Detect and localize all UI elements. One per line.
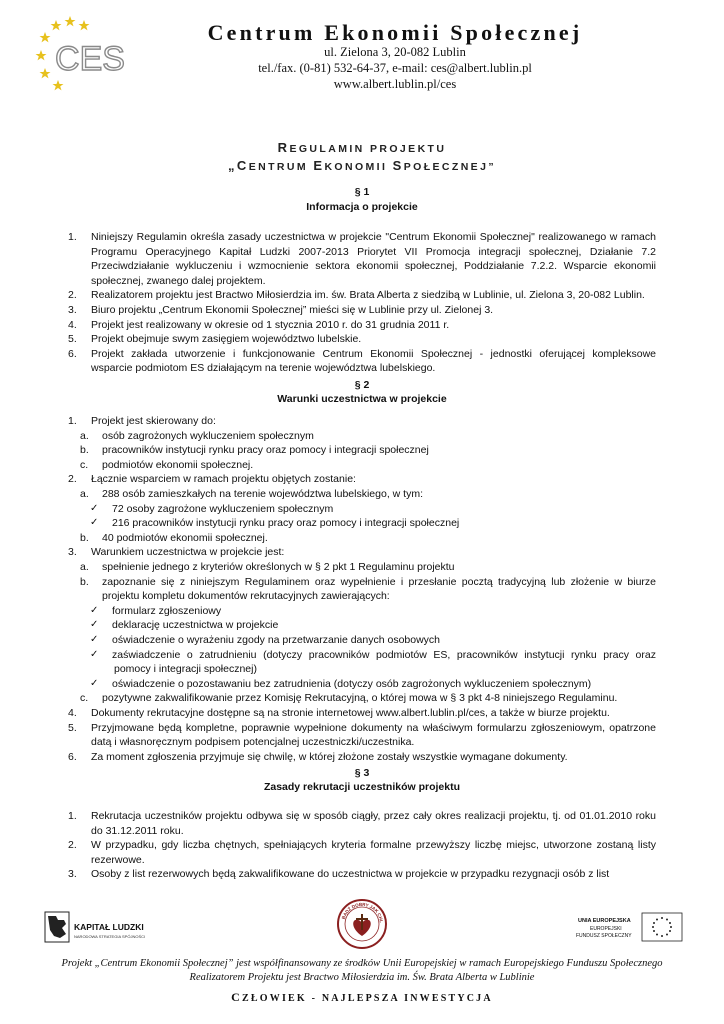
svg-text:UNIA EUROPEJSKA: UNIA EUROPEJSKA — [578, 918, 631, 924]
footer-implementer-note: Realizatorem Projektu jest Bractwo Miłosierdzia im. Św. Brata Alberta w Lublinie — [189, 972, 535, 983]
check-icon: ✓ — [90, 502, 99, 514]
ces-logo — [34, 14, 130, 94]
cross-icon — [356, 918, 368, 920]
list-item-number: 2. — [68, 289, 77, 302]
check-icon: ✓ — [90, 677, 99, 689]
list-item-text: pomocy i integracji społecznej) — [114, 663, 257, 676]
list-item-text: oświadczenie o pozostawaniu bez zatrudnienia (dotyczy osób zagrożonych wykluczeniem społecznym) — [112, 677, 592, 690]
section-3-title: Zasady rekrutacji uczestników projektu — [263, 781, 461, 793]
list-item-marker: 5. — [68, 721, 77, 734]
list-item-marker: 6. — [68, 750, 77, 763]
svg-text:KAPITAŁ LUDZKI: KAPITAŁ LUDZKI — [74, 922, 144, 932]
check-icon: ✓ — [90, 619, 99, 631]
eu-logo — [570, 910, 685, 944]
footer-tagline: CZŁOWIEK - NAJLEPSZA INWESTYCJA — [231, 990, 493, 1004]
list-item-text: Realizatorem projektu jest Bractwo Miłosierdzia im. św. Brata Alberta z siedzibą w Lublinie, ul. Zielona 3, 20-082 Lublin. — [91, 289, 645, 302]
list-item-number: 3. — [68, 304, 77, 316]
footer-cofinancing-note: Projekt „Centrum Ekonomii Społecznej” jest współfinansowany ze środków Unii Europejskiej w ramach Europejskiego Funduszu Społecznego — [61, 958, 663, 969]
list-item-text: spełnienie jednego z kryteriów określonych w § 2 pkt 1 Regulaminu projektu — [102, 561, 455, 573]
list-item-number: 3. — [68, 868, 77, 881]
check-icon: ✓ — [90, 604, 99, 616]
kapital-ludzki-logo — [44, 910, 159, 946]
list-item-text: projektu kompletu dokumentów rekrutacyjnych zawierających: — [102, 590, 390, 603]
list-item-text: Projekt jest skierowany do: — [91, 415, 216, 427]
list-item-text: 72 osoby zagrożone wykluczeniem społecznym — [112, 502, 334, 515]
list-item-text: wsparcie podmiotom ES działającym na terenie województwa lubelskiego. — [91, 362, 436, 375]
list-item-text: społecznej, zwanego dalej projektem. — [91, 274, 266, 287]
list-item-marker: b. — [80, 444, 89, 457]
regulation-title-line1: REGULAMIN PROJEKTU — [277, 140, 447, 155]
list-item-text: Dokumenty rekrutacyjne dostępne są na stronie internetowej www.albert.lublin.pl/ces, a także w biurze projektu. — [91, 707, 610, 719]
list-item-number: 1. — [68, 231, 77, 243]
list-item-text: oświadczenie o wyrażeniu zgody na przetwarzanie danych osobowych — [112, 634, 441, 646]
list-item-marker: 4. — [68, 707, 77, 719]
list-item-marker: a. — [80, 488, 89, 500]
list-item-text: W przypadku, gdy liczba chętnych, spełniających kryteria formalne przewyższy liczbę miejsc, utworzone zostaną listy — [91, 839, 656, 852]
list-item-text: Niniejszy Regulamin określa zasady uczestnictwa w projekcie "Centrum Ekonomii Społecznej" realizowanego w ramach — [91, 231, 656, 243]
list-item-marker: a. — [80, 429, 89, 442]
list-item-text: Przeciwdziałanie wykluczeniu i wzmocnienie sektora ekonomii społecznej, Poddziałanie 7.2.2. Wsparcie ekonomii — [91, 260, 656, 273]
section-2-number: § 2 — [354, 379, 370, 391]
list-item-marker: 2. — [68, 473, 77, 486]
section-1-title: Informacja o projekcie — [306, 201, 418, 213]
list-item-text: zaświadczenie o zatrudnieniu (dotyczy pracowników podmiotów ES, pracowników instytucji rynku pracy oraz — [112, 648, 656, 661]
list-item-text: deklarację uczestnictwa w projekcie — [112, 619, 279, 632]
list-item-number: 1. — [68, 810, 77, 822]
list-item-text: Przyjmowane będą kompletne, poprawnie wypełnione dokumenty na właściwym formularzu zgłoszeniowym, opatrzone — [91, 721, 656, 734]
svg-text:BĄDŹ DOBRY JAK CHLEB: BĄDŹ DOBRY JAK CHL — [340, 901, 384, 924]
list-item-text: pozytywne zakwalifikowanie przez Komisję Rekrutacyjną, o której mowa w § 3 pkt 4-8 niniejszego Regulaminu. — [102, 692, 618, 705]
list-item-text: 288 osób zamieszkałych na terenie województwa lubelskiego, w tym: — [102, 488, 423, 500]
section-1-number: § 1 — [354, 186, 370, 198]
list-item-text: Warunkiem uczestnictwa w projekcie jest: — [91, 546, 285, 559]
list-item-text: 40 podmiotów ekonomii społecznej. — [102, 531, 268, 544]
list-item-number: 5. — [68, 333, 77, 346]
org-contact: tel./fax. (0-81) 532-64-37, e-mail: ces@albert.lublin.pl — [258, 61, 532, 75]
list-item-text: formularz zgłoszeniowy — [112, 604, 222, 617]
check-icon: ✓ — [90, 634, 99, 645]
org-address: ul. Zielona 3, 20-082 Lublin — [324, 45, 466, 59]
list-item-text: Łącznie wsparciem w ramach projektu objętych zostanie: — [91, 473, 356, 486]
regulation-title-line2: „CENTRUM EKONOMII SPOŁECZNEJ” — [228, 158, 496, 173]
org-title: Centrum Ekonomii Społecznej — [207, 20, 583, 45]
org-website: www.albert.lublin.pl/ces — [333, 77, 457, 91]
list-item-text: rezerwowe. — [91, 853, 145, 866]
list-item-marker: 3. — [68, 546, 77, 559]
list-item-marker: b. — [80, 531, 89, 544]
list-item-text: Projekt obejmuje swym zasięgiem województwo lubelskie. — [91, 333, 362, 346]
brotherhood-seal — [336, 898, 388, 950]
list-item-text: Programu Operacyjnego Kapitał Ludzki 2007-2013 Priorytet VII Promocja integracji społecznej, Działanie 7.2 — [91, 245, 656, 258]
check-icon: ✓ — [90, 648, 99, 660]
list-item-text: Rekrutacja uczestników projektu odbywa się w sposób ciągły, przez cały okres realizacji projektu, tj. od 01.01.2010 roku — [91, 810, 656, 822]
list-item-text: Osoby z list rezerwowych będą zakwalifikowane do uczestnictwa w projekcie w przypadku rezygnacji osób z list — [91, 868, 610, 881]
list-item-text: pracowników instytucji rynku pracy oraz pomocy i integracji społecznej — [102, 444, 429, 457]
svg-text:NARODOWA STRATEGIA SPÓJNOŚCI: NARODOWA STRATEGIA SPÓJNOŚCI — [74, 934, 146, 939]
list-item-marker: c. — [80, 458, 89, 471]
section-3-list — [0, 809, 724, 879]
list-item-text: Projekt zakłada utworzenie i funkcjonowanie Centrum Ekonomii Społecznej - jednostki oferującej kompleksowe — [91, 347, 656, 360]
svg-text:CES: CES — [55, 40, 125, 78]
list-item-text: Biuro projektu „Centrum Ekonomii Społecznej” mieści się w Lublinie przy ul. Zielonej 3. — [91, 304, 494, 316]
section-3-number: § 3 — [354, 767, 370, 779]
list-item-text: do 31.12.2011 roku. — [91, 824, 184, 837]
svg-text:FUNDUSZ SPOŁECZNY: FUNDUSZ SPOŁECZNY — [576, 933, 632, 939]
check-icon: ✓ — [90, 517, 99, 529]
list-item-text: 216 pracowników instytucji rynku pracy oraz pomocy i integracji społecznej — [112, 517, 460, 530]
list-item-text: Projekt jest realizowany w okresie od 1 stycznia 2010 r. do 31 grudnia 2011 r. — [91, 318, 450, 331]
list-item-text: osób zagrożonych wykluczeniem społecznym — [102, 429, 314, 442]
list-item-text: zapoznanie się z niniejszym Regulaminem oraz wypełnienie i przesłanie pocztą tradycyjną lub złożenie w biurze — [102, 575, 656, 588]
list-item-number: 4. — [68, 318, 77, 331]
section-2-list — [0, 414, 724, 763]
section-2-title: Warunki uczestnictwa w projekcie — [277, 393, 447, 405]
list-item-marker: b. — [80, 575, 89, 588]
list-item-marker: c. — [80, 692, 89, 705]
list-item-marker: 1. — [68, 415, 77, 427]
svg-text:EUROPEJSKI: EUROPEJSKI — [590, 926, 622, 932]
list-item-number: 2. — [68, 839, 77, 852]
list-item-number: 6. — [68, 347, 77, 360]
list-item-text: datą i własnoręcznym podpisem potencjalnej uczestniczki/uczestnika. — [91, 736, 415, 749]
list-item-text: podmiotów ekonomii społecznej. — [102, 458, 254, 471]
list-item-marker: a. — [80, 561, 89, 573]
list-item-text: Za moment zgłoszenia przyjmuje się chwilę, w której złożone zostały wszystkie wymagane dokumenty. — [91, 750, 568, 763]
section-1-list — [0, 230, 724, 380]
